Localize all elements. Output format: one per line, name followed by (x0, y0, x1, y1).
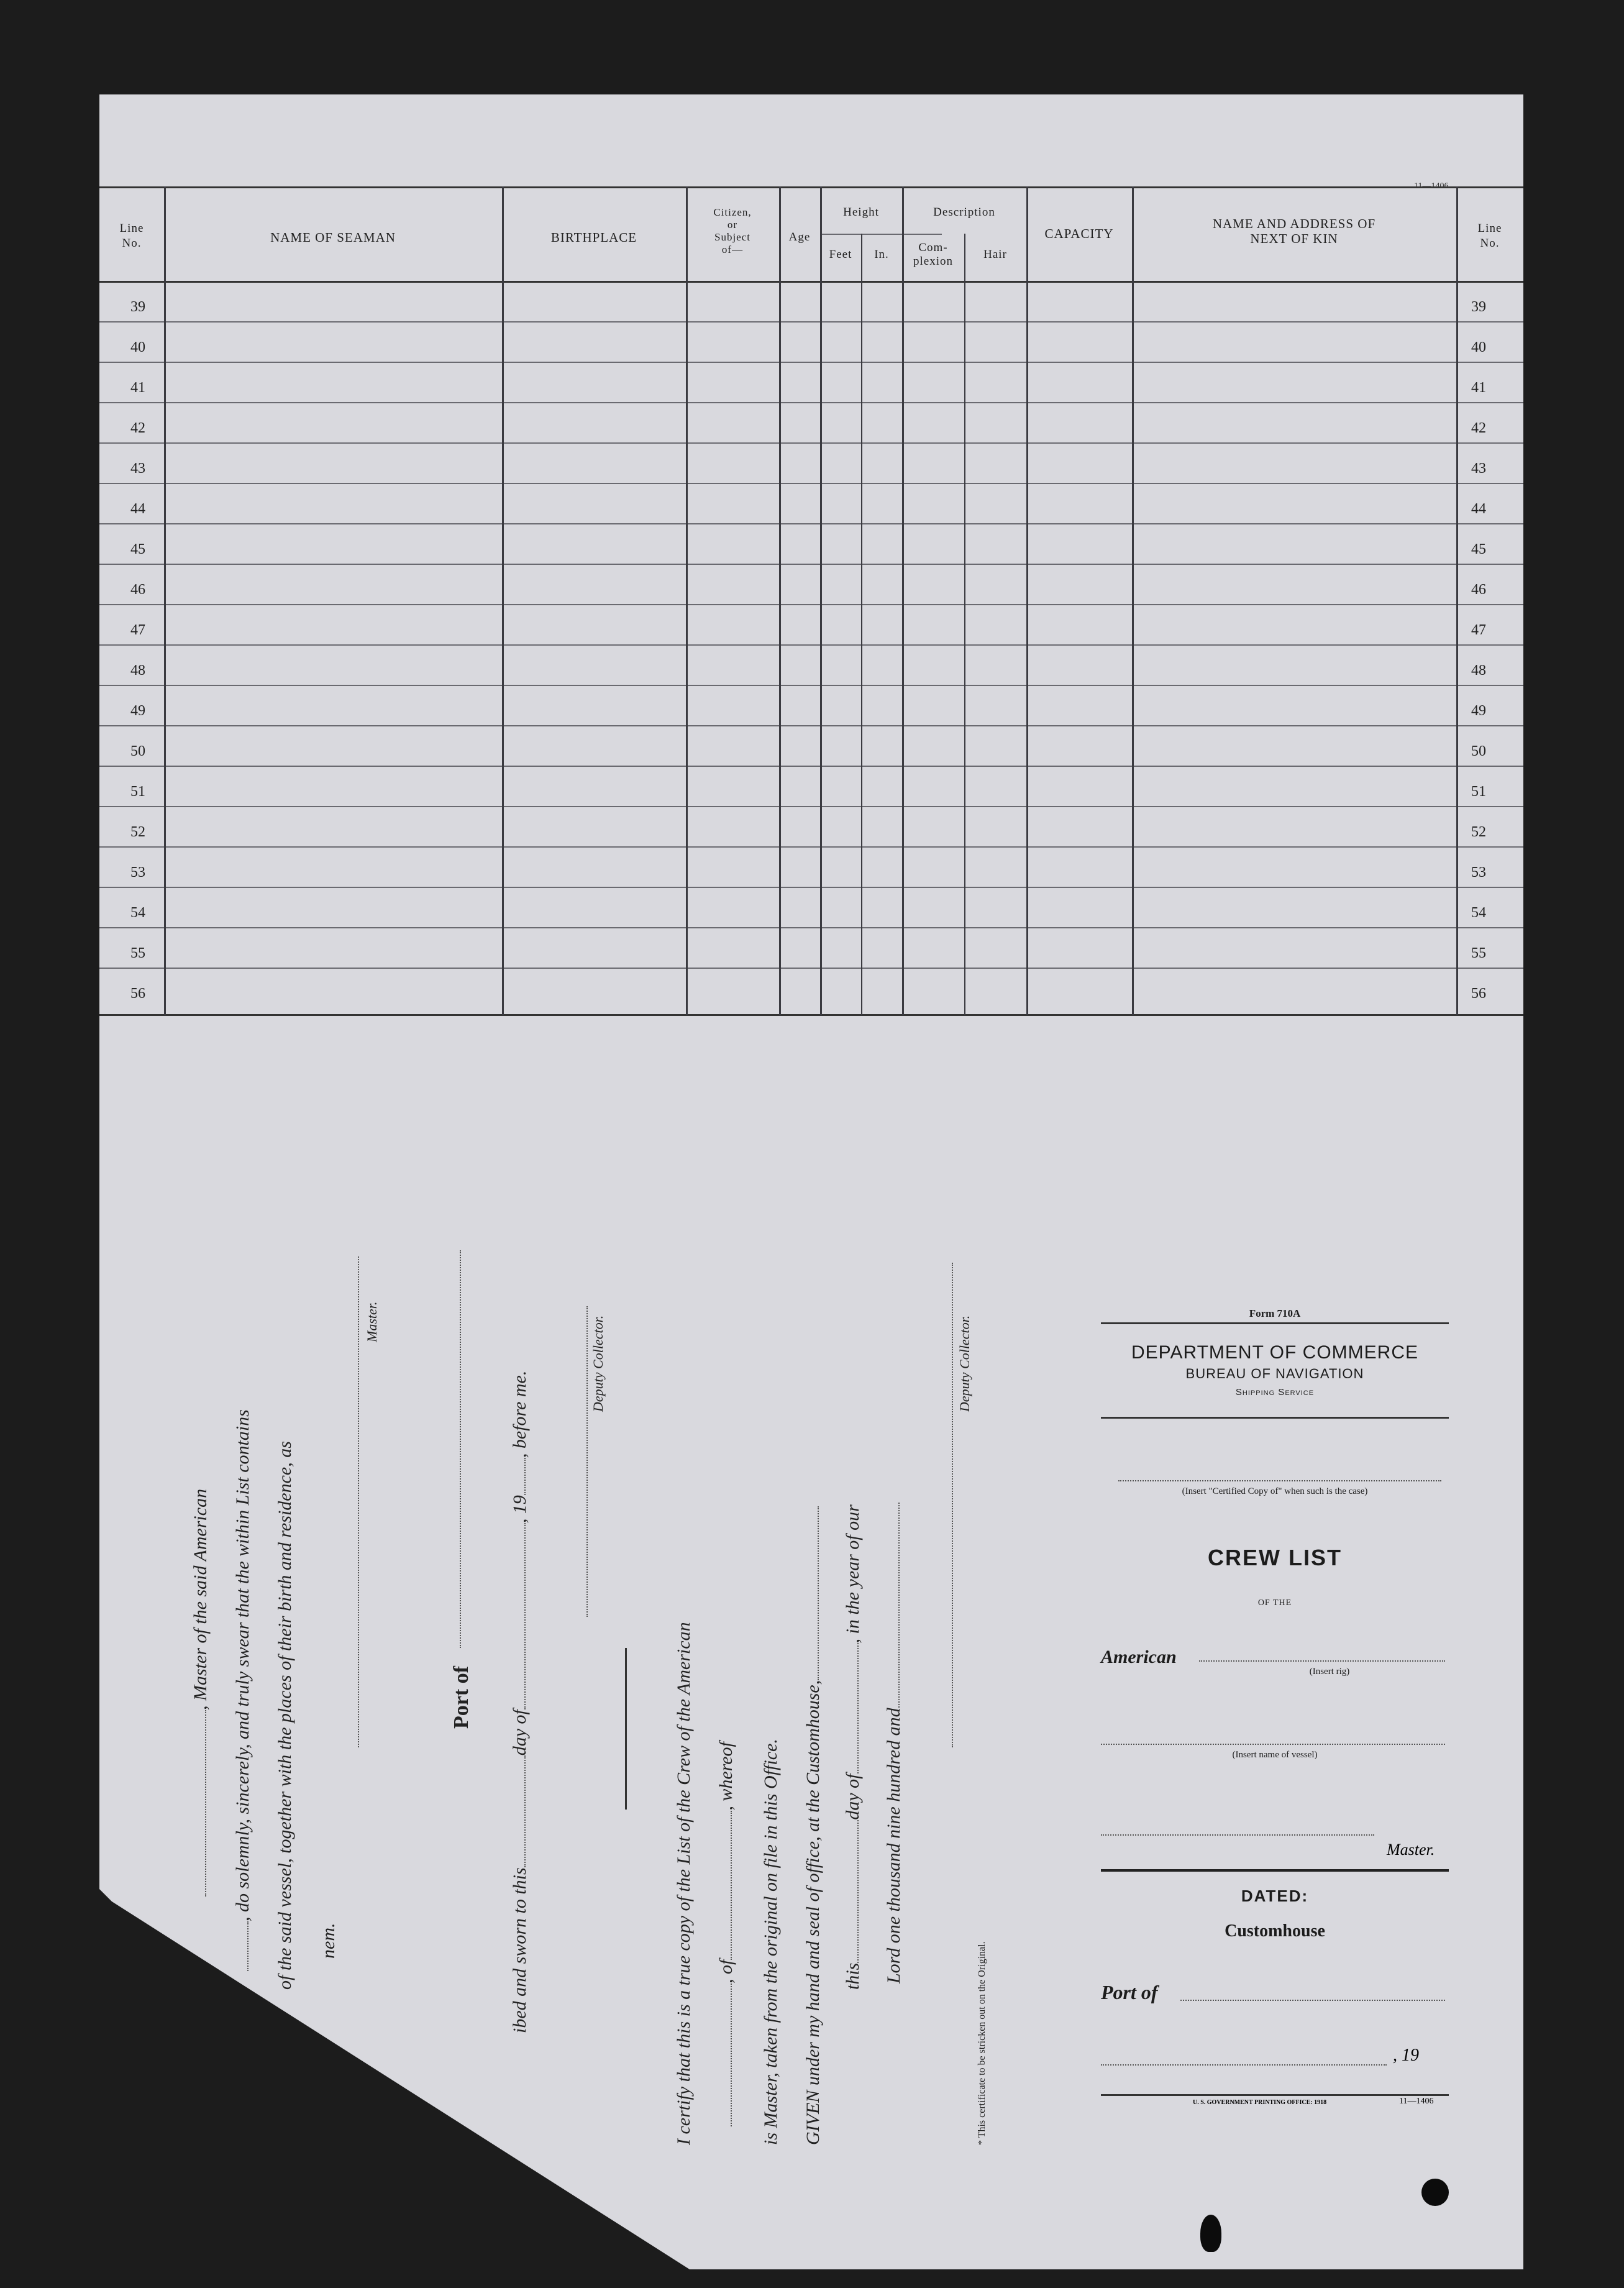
header-birthplace: BIRTHPLACE (550, 230, 637, 245)
oath-line-2: , do solemnly, sincerely, and truly swear that the within List contains (232, 1409, 253, 1971)
line-number-right: 44 (1471, 501, 1486, 517)
certificate-line-1: I certify that this is a true copy of the List of the Crew of the American (673, 1622, 694, 2145)
line-number-right: 49 (1471, 703, 1486, 719)
line-number-left: 44 (130, 501, 145, 517)
line-number-left: 52 (130, 824, 145, 840)
oath-master-label: Master. (364, 1301, 380, 1342)
line-number-left: 39 (130, 299, 145, 315)
cover-insert-vessel: (Insert name of vessel) (1232, 1750, 1318, 1760)
line-number-left: 45 (130, 541, 145, 557)
cover-dated: DATED: (1241, 1887, 1309, 1905)
line-number-left: 47 (130, 622, 145, 638)
line-number-right: 46 (1471, 582, 1486, 598)
cover-service: Shipping Service (1235, 1387, 1315, 1398)
header-hair: Hair (983, 248, 1007, 261)
line-number-left: 42 (130, 420, 145, 436)
line-number-left: 55 (130, 945, 145, 961)
cover-of-the: OF THE (1257, 1598, 1292, 1608)
oath-line-1: , Master of the said American (190, 1489, 211, 1897)
line-number-left: 56 (130, 986, 145, 1002)
oath-line-4: nem. (318, 1923, 339, 1959)
line-number-right: 42 (1471, 420, 1486, 436)
line-number-right: 41 (1471, 380, 1486, 396)
oath-line-3: of the said vessel, together with the places of their birth and residence, as (275, 1441, 295, 1990)
cover-port-of: Port of (1101, 1981, 1158, 2003)
line-number-left: 50 (130, 743, 145, 759)
header-line-no: Line No. (119, 222, 144, 250)
line-number-right: 45 (1471, 541, 1486, 557)
header-name-of-seaman: NAME OF SEAMAN (270, 230, 396, 245)
cover-bureau: BUREAU OF NAVIGATION (1185, 1366, 1364, 1381)
line-number-left: 53 (130, 864, 145, 881)
cover-insert-certified: (Insert "Certified Copy of" when such is the case) (1182, 1486, 1368, 1496)
line-number-right: 50 (1471, 743, 1486, 759)
certificate-line-6: Lord one thousand nine hundred and (883, 1503, 905, 1984)
cover-customhouse: Customhouse (1225, 1921, 1325, 1941)
line-number-left: 54 (130, 905, 145, 921)
header-line-no-right: Line No. (1477, 222, 1502, 250)
oath-deputy-collector: Deputy Collector. (590, 1315, 606, 1412)
certificate-line-3: is Master, taken from the original on file in this Office. (760, 1739, 781, 2145)
certificate-line-2: , of, whereof (716, 1742, 737, 2126)
header-feet: Feet (829, 248, 852, 261)
cover-year: , 19 (1393, 2046, 1419, 2065)
line-number-right: 48 (1471, 662, 1486, 679)
cover-code: 11—1406 (1399, 2097, 1434, 2106)
oath-sworn-line: ibed and sworn to thisday of, 19, before me. (509, 1370, 530, 2033)
line-number-right: 43 (1471, 460, 1486, 477)
certificate-deputy-collector: Deputy Collector. (957, 1315, 972, 1412)
line-number-right: 39 (1471, 299, 1486, 315)
certificate-line-5: thisday of, in the year of our (842, 1504, 863, 1990)
line-number-right: 40 (1471, 339, 1486, 355)
line-number-right: 56 (1471, 986, 1486, 1002)
oath-port-of: Port of (450, 1665, 473, 1729)
cover-form-no: Form 710A (1249, 1307, 1301, 1319)
cover-title: CREW LIST (1208, 1545, 1342, 1570)
header-inches: In. (874, 248, 889, 261)
header-height: Height (843, 206, 879, 219)
line-number-right: 55 (1471, 945, 1486, 961)
line-number-left: 48 (130, 662, 145, 679)
header-description: Description (933, 206, 995, 219)
line-number-right: 54 (1471, 905, 1486, 921)
line-number-left: 46 (130, 582, 145, 598)
line-number-left: 49 (130, 703, 145, 719)
line-number-left: 40 (130, 339, 145, 355)
header-capacity: CAPACITY (1044, 226, 1114, 241)
cover-insert-rig: (Insert rig) (1309, 1667, 1350, 1677)
line-number-right: 47 (1471, 622, 1486, 638)
certificate-footnote: * This certificate to be stricken out on the Original. (977, 1941, 987, 2145)
header-age: Age (788, 231, 811, 244)
line-number-right: 51 (1471, 784, 1486, 800)
header-next-of-kin: NAME AND ADDRESS OF NEXT OF KIN (1212, 216, 1376, 246)
line-number-right: 53 (1471, 864, 1486, 881)
cover-master: Master. (1387, 1841, 1435, 1859)
cover-printer: U. S. GOVERNMENT PRINTING OFFICE: 1918 (1193, 2099, 1327, 2106)
cover-american: American (1101, 1647, 1177, 1667)
line-number-left: 41 (130, 380, 145, 396)
certificate-line-4: GIVEN under my hand and seal of office, at the Customhouse, (803, 1506, 824, 2145)
cover-department: DEPARTMENT OF COMMERCE (1131, 1342, 1419, 1363)
header-citizen: Citizen, or Subject of— (713, 206, 752, 255)
line-number-left: 51 (130, 784, 145, 800)
line-number-right: 52 (1471, 824, 1486, 840)
header-complexion: Com- plexion (913, 241, 953, 268)
line-number-left: 43 (130, 460, 145, 477)
